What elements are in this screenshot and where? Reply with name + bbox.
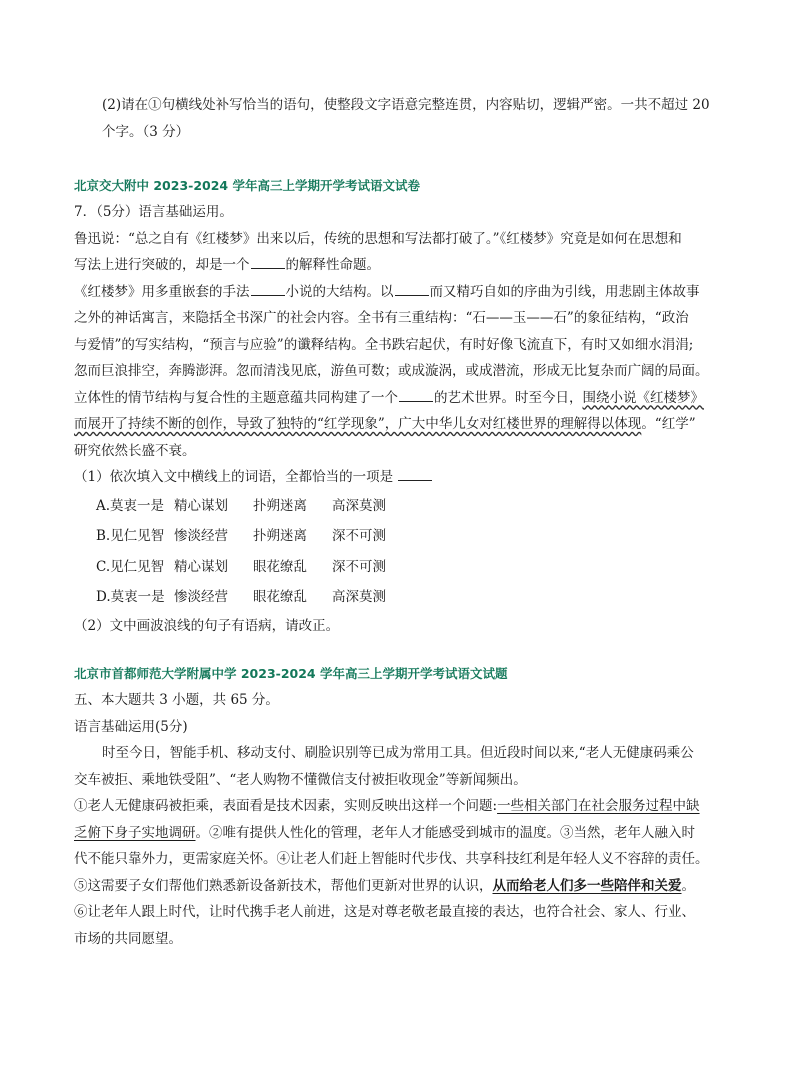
section2-para2-line5: ⑥让老年人跟上时代，让时代携手老人前进，这是对尊老敬老最直接的表达，也符合社会、家人、行业、 [74,904,695,920]
section2-heading: 五、本大题共 3 小题，共 65 分。 [74,692,279,708]
section1-para2-line7: 研究依然长盛不衰。 [74,442,196,459]
fill-blank-4 [399,389,433,402]
bold-underlined-phrase: 从而给老人们多一些陪伴和关爱 [492,877,682,894]
section2-para2-line3: 代不能只靠外力，更需家庭关怀。④让老人们赶上智能时代步伐、共享科技红利是年轻人义不容辞的责任。 [74,851,709,867]
section2-para2-line6: 市场的共同愿望。 [74,930,182,947]
section1-para1-line1: 鲁迅说：“总之自有《红楼梦》出来以后，传统的思想和写法都打破了。”《红楼梦》究竟是如何在思想和 [74,230,682,247]
wavy-sentence-part1: 围绕小说《红楼梦》 [582,389,704,406]
underlined-phrase-part2: 乏俯下身子实地调研 [74,824,196,841]
document-content [74,92,722,952]
section2-para2-line2: 乏俯下身子实地调研。②唯有提供人性化的管理，老年人才能感受到城市的温度。③当然，老年人融入时 [74,824,695,841]
option-b: B.见仁见智 惨淡经营 扑朔迷离 深不可测 [96,528,386,544]
fill-blank-3 [395,283,429,296]
option-a: A.莫衷一是 精心谋划 扑朔迷离 高深莫测 [96,497,386,514]
fill-blank-2 [251,283,285,296]
section2-para2-line4: ⑤这需要子女们帮他们熟悉新设备新技术，帮他们更新对世界的认识，从而给老人们多一些陪伴和关爱。 [74,877,695,894]
option-c: C.见仁见智 精心谋划 眼花缭乱 深不可测 [96,558,386,575]
section2-subheading: 语言基础运用(5分) [74,718,188,735]
answer-blank [398,468,432,481]
section1-para1-line2: 写法上进行突破的，却是一个 的解释性命题。 [74,257,380,273]
section1-para2-line1: 《红楼梦》用多重嵌套的手法 小说的大结构。以 而又精巧自如的序曲为引线，用悲剧主体故事 [74,283,700,300]
question7-sub1: （1）依次填入文中横线上的词语，全都恰当的一项是 [74,464,722,491]
fill-blank-1 [251,256,285,269]
section1-para2-line4: 忽而巨浪排空，奔腾澎湃。忽而清浅见底，游鱼可数；或成漩涡，或成潜流，形成无比复杂而广阔的局面。 [74,363,709,379]
section1-para2-line3: 与爱情”的写实结构，“预言与应验”的谶释结构。全书跌宕起伏，有时好像飞流直下，有时又如细水涓涓; [74,336,694,353]
question7-sub2: （2）文中画波浪线的句子有语病，请改正。 [74,617,340,634]
section1-para2-line6: 而展开了持续不断的创作，导致了独特的“红学现象”，广大中华儿女对红楼世界的理解得以体现。“红学” [74,416,696,432]
section2-para1-line2: 交车被拒、乘地铁受阻”、“老人购物不懂微信支付被拒收现金”等新闻频出。 [74,771,527,788]
underlined-phrase-part1: 一些相关部门在社会服务过程中缺 [497,798,700,814]
section1-source: 北京交大附中 2023-2024 学年高三上学期开学考试语文试卷 [74,178,420,193]
option-d: D.莫衷一是 惨淡经营 眼花缭乱 高深莫测 [96,589,386,605]
section2-source: 北京市首都师范大学附属中学 2023-2024 学年高三上学期开学考试语文试题 [74,666,508,681]
q6-part2-line2: 个字。（3 分） [102,123,190,140]
section2-para2-line1: ①老人无健康码被拒乘，表面看是技术因素，实则反映出这样一个问题:一些相关部门在社会服务过程中缺 [74,798,700,814]
section2-para1-line1: 时至今日，智能手机、移动支付、刷脸识别等已成为常用工具。但近段时间以来,“老人无健康码乘公 [102,745,694,761]
section1-para2-line5: 立体性的情节结构与复合性的主题意蕴共同构建了一个 的艺术世界。时至今日，围绕小说《红楼梦》 [74,389,704,406]
question7-title: 7．（5分）语言基础运用。 [74,204,233,220]
q6-part2-line1: (2)请在①句横线处补写恰当的语句，使整段文字语意完整连贯，内容贴切，逻辑严密。一共不超过 20 [102,97,710,113]
section1-para2-line2: 之外的神话寓言，来隐括全书深广的社会内容。全书有三重结构：“石——玉——石”的象征结构，“政治 [74,310,689,326]
wavy-sentence-part2: 而展开了持续不断的创作，导致了独特的“红学现象”，广大中华儿女对红楼世界的理解得以体现 [74,416,642,432]
